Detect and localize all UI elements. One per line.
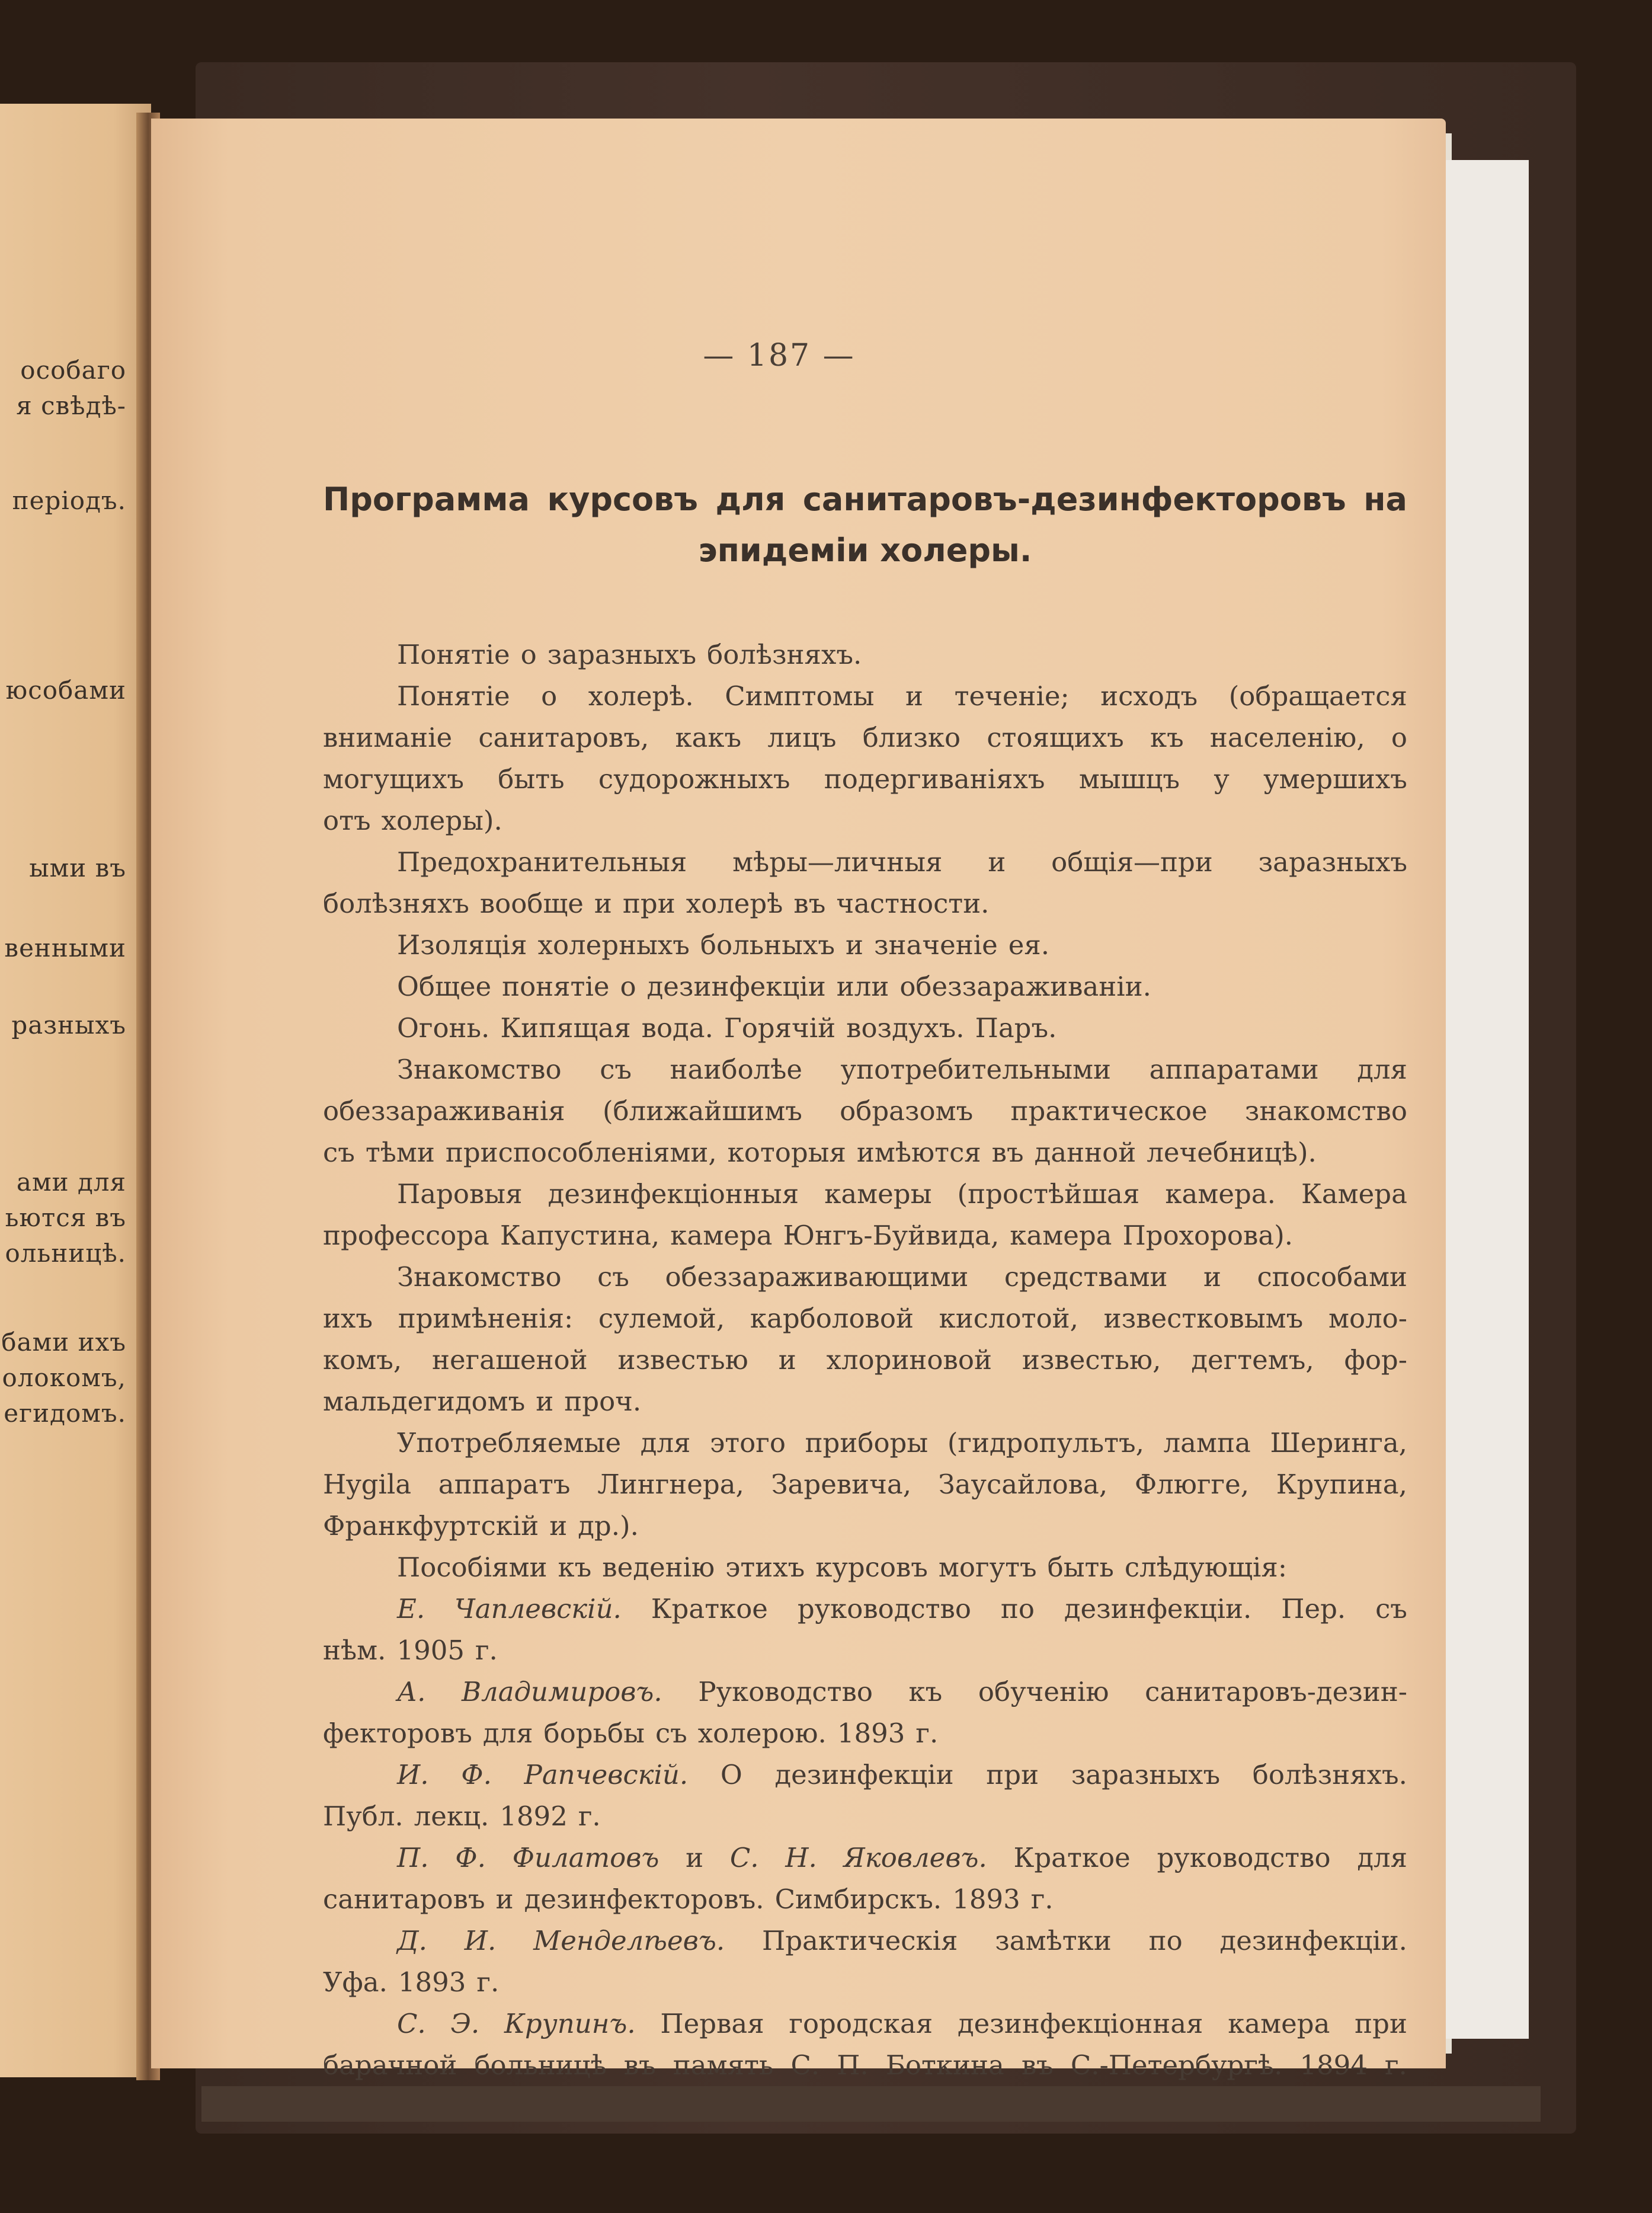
- word: профессора: [323, 1220, 489, 1251]
- word: Заусайлова,: [938, 1469, 1108, 1500]
- word: негашеной: [432, 1344, 588, 1376]
- heading-line-1: [323, 474, 1407, 525]
- word: въ: [1021, 2049, 1054, 2081]
- word: съ: [655, 1718, 687, 1749]
- text-line: [323, 676, 1407, 717]
- word: санитаровъ: [323, 1883, 485, 1915]
- author-name-word: И.: [464, 1925, 497, 1956]
- author-name-word: Рапчевскій.: [524, 1759, 689, 1790]
- left-page-line: егидомъ.: [4, 1399, 126, 1428]
- word: санитаровъ-дезин-: [1145, 1676, 1407, 1707]
- text-line: [323, 1008, 1407, 1049]
- word: у: [1214, 763, 1230, 795]
- word: могущихъ: [323, 763, 464, 795]
- word: Понятіе: [397, 639, 510, 670]
- word: отъ: [323, 805, 371, 836]
- word: Первая: [660, 2008, 764, 2039]
- word: съ: [1375, 1593, 1407, 1624]
- word: способами: [1257, 1261, 1407, 1293]
- word: въ: [991, 1137, 1024, 1168]
- word: общія—при: [1051, 846, 1213, 878]
- author-name-word: П.: [397, 1842, 429, 1873]
- word: и: [988, 846, 1006, 878]
- word: Публ.: [323, 1801, 404, 1832]
- text-line: [323, 1090, 1407, 1132]
- text-line: [323, 1588, 1407, 1630]
- word: память: [673, 2049, 774, 2081]
- word: по: [1000, 1593, 1035, 1624]
- word: стоящихъ: [987, 722, 1124, 753]
- text-line: [323, 966, 1407, 1008]
- text-line: [323, 1630, 1407, 1671]
- word: дезинфекціонная: [957, 2008, 1203, 2039]
- text-line: [323, 1256, 1407, 1298]
- word: (обращается: [1228, 680, 1407, 712]
- word: умершихъ: [1263, 763, 1407, 795]
- text-line: [323, 1796, 1407, 1837]
- word: (гидропультъ,: [947, 1427, 1144, 1459]
- word: подергиваніяхъ: [824, 763, 1045, 795]
- word: Паровыя: [397, 1178, 523, 1210]
- text-line: [323, 1837, 1407, 1879]
- text-line: [323, 1671, 1407, 1713]
- word: борьбы: [543, 1718, 645, 1749]
- word: Знакомство: [397, 1054, 562, 1085]
- word: кислотой,: [939, 1303, 1078, 1334]
- heading-word: на: [1363, 481, 1407, 518]
- word: холеры).: [381, 805, 502, 836]
- word: употребительными: [840, 1054, 1112, 1085]
- word: для: [1357, 1054, 1407, 1085]
- word: Краткое: [651, 1593, 768, 1624]
- word: и: [686, 1842, 704, 1873]
- word: ихъ: [323, 1303, 373, 1334]
- word: съ: [323, 1137, 355, 1168]
- word: г.: [1384, 2049, 1407, 2081]
- word: С.: [790, 2049, 820, 2081]
- word: (простѣйшая: [957, 1178, 1140, 1210]
- word: др.).: [578, 1510, 639, 1542]
- word: приспособленіями,: [445, 1137, 717, 1168]
- left-page-line: бами ихъ: [1, 1328, 126, 1357]
- text-line: [323, 800, 1407, 842]
- author-name-word: С.: [397, 2008, 426, 2039]
- word: Уфа.: [323, 1966, 388, 1998]
- word: понятіе: [502, 971, 610, 1002]
- word: въ: [623, 2049, 656, 2081]
- body-text: [323, 634, 1407, 2086]
- word: слѣдующія:: [1124, 1552, 1287, 1583]
- word: и: [845, 929, 863, 961]
- left-page-line: венными: [4, 933, 126, 962]
- word: барачной: [323, 2049, 457, 2081]
- word: Прохорова).: [1122, 1220, 1294, 1251]
- word: и: [536, 1386, 554, 1417]
- text-line: [323, 1422, 1407, 1464]
- word: знакомство: [1244, 1095, 1407, 1127]
- word: дезинфекціи: [646, 971, 826, 1002]
- word: обеззараживаніи.: [899, 971, 1151, 1002]
- word: фекторовъ: [323, 1718, 472, 1749]
- word: известковымъ: [1103, 1303, 1304, 1334]
- word: Капустина,: [500, 1220, 660, 1251]
- word: Руководство: [698, 1676, 873, 1707]
- word: камера: [1010, 1220, 1112, 1251]
- word: по: [1148, 1925, 1183, 1956]
- word: комъ,: [323, 1344, 402, 1376]
- word: Практическія: [761, 1925, 958, 1956]
- heading-word: Программа: [323, 481, 530, 518]
- word: при: [1355, 2008, 1407, 2039]
- word: руководство: [1157, 1842, 1331, 1873]
- author-name-word: А.: [397, 1676, 426, 1707]
- author-name-word: Менделѣевъ.: [533, 1925, 725, 1956]
- left-page-line: особаго: [20, 356, 126, 385]
- text-line: [323, 1339, 1407, 1381]
- word: средствами: [1004, 1261, 1168, 1293]
- heading-word: курсовъ: [547, 481, 698, 518]
- word: этого: [710, 1427, 786, 1459]
- word: судорожныхъ: [598, 763, 790, 795]
- word: Употребляемые: [397, 1427, 622, 1459]
- word: въ: [793, 888, 826, 919]
- word: для: [1357, 1842, 1407, 1873]
- word: Пер.: [1281, 1593, 1346, 1624]
- word: Симбирскъ.: [774, 1883, 942, 1915]
- word: дезинфекціи.: [1219, 1925, 1407, 1956]
- word: городская: [789, 2008, 933, 2039]
- word: къ: [908, 1676, 943, 1707]
- word: значеніе: [873, 929, 998, 961]
- word: известью: [617, 1344, 748, 1376]
- word: нѣм.: [323, 1635, 386, 1666]
- author-name-word: С.: [729, 1842, 759, 1873]
- word: Симптомы: [725, 680, 875, 712]
- text-line: [323, 1049, 1407, 1090]
- word: мальдегидомъ: [323, 1386, 526, 1417]
- text-line: [323, 1547, 1407, 1588]
- word: съ: [597, 1261, 629, 1293]
- word: веденію: [602, 1552, 715, 1583]
- word: какъ: [675, 722, 742, 753]
- word: которыя: [727, 1137, 846, 1168]
- word: руководство: [797, 1593, 971, 1624]
- text-line: [323, 883, 1407, 925]
- word: Hygila: [323, 1469, 412, 1500]
- text-line: [323, 1713, 1407, 1754]
- word: дезинфекціи.: [1064, 1593, 1252, 1624]
- word: или: [836, 971, 889, 1002]
- word: о: [620, 971, 636, 1002]
- word: Горячій: [723, 1012, 836, 1044]
- word: и: [1203, 1261, 1221, 1293]
- word: и: [594, 888, 612, 919]
- word: 1894: [1299, 2049, 1368, 2081]
- word: наиболѣе: [670, 1054, 803, 1085]
- word: камеры: [824, 1178, 932, 1210]
- text-line: [323, 1298, 1407, 1339]
- word: дезинфекціонныя: [548, 1178, 799, 1210]
- word: 1892: [500, 1801, 568, 1832]
- word: Франкфуртскій: [323, 1510, 539, 1542]
- word: болѣзняхъ: [323, 888, 469, 919]
- word: г.: [475, 1635, 498, 1666]
- word: камера.: [1165, 1178, 1276, 1210]
- word: известью,: [1022, 1344, 1161, 1376]
- word: холерѣ: [686, 888, 783, 919]
- word: быть: [498, 763, 565, 795]
- word: и: [495, 1883, 514, 1915]
- word: обеззараживающими: [665, 1261, 969, 1293]
- word: вообще: [479, 888, 584, 919]
- word: курсовъ: [815, 1552, 928, 1583]
- text-line: [323, 1464, 1407, 1505]
- word: лицъ: [767, 722, 837, 753]
- word: холерѣ.: [588, 680, 694, 712]
- word: Паръ.: [975, 1012, 1057, 1044]
- word: образомъ: [840, 1095, 974, 1127]
- word: заразныхъ: [547, 639, 697, 670]
- word: мѣры—личныя: [732, 846, 943, 878]
- word: о: [1391, 722, 1407, 753]
- word: Крупина,: [1276, 1469, 1407, 1500]
- left-page-line: періодъ.: [12, 486, 126, 515]
- word: хлориновой: [826, 1344, 992, 1376]
- word: быть: [1047, 1552, 1114, 1583]
- text-line: [323, 1173, 1407, 1215]
- word: аппаратами: [1149, 1054, 1319, 1085]
- word: данной: [1034, 1137, 1136, 1168]
- left-page-line: юсобами: [5, 676, 126, 705]
- text-line: [323, 1920, 1407, 1962]
- author-name-word: Крупинъ.: [504, 2008, 636, 2039]
- author-name-word: Яковлевъ.: [843, 1842, 987, 1873]
- word: населенію,: [1209, 722, 1365, 753]
- word: мышцъ: [1078, 763, 1180, 795]
- word: о: [541, 680, 558, 712]
- word: П.: [837, 2049, 869, 2081]
- word: Краткое: [1013, 1842, 1131, 1873]
- word: Флюгге,: [1134, 1469, 1250, 1500]
- word: Заревича,: [771, 1469, 912, 1500]
- word: дезинфекціи: [774, 1759, 954, 1790]
- left-page-line: разныхъ: [11, 1010, 126, 1040]
- heading-word: санитаровъ-дезинфекторовъ: [802, 481, 1346, 518]
- left-page-line: ами для: [16, 1168, 126, 1197]
- author-name-word: Ф.: [455, 1842, 486, 1873]
- word: Лингнера,: [597, 1469, 744, 1500]
- left-page-line: я свѣдѣ-: [16, 391, 126, 420]
- word: обеззараживанія: [323, 1095, 565, 1127]
- author-name-word: Филатовъ: [512, 1842, 659, 1873]
- word: сулемой,: [598, 1303, 725, 1334]
- left-page-line: олокомъ,: [2, 1363, 126, 1392]
- word: 1893: [837, 1718, 905, 1749]
- word: Предохранительныя: [397, 846, 687, 878]
- word: больныхъ: [700, 929, 835, 961]
- text-line: [323, 717, 1407, 759]
- word: больницѣ: [474, 2049, 607, 2081]
- author-name-word: И.: [397, 1759, 429, 1790]
- text-line: [323, 2003, 1407, 2045]
- section-heading: [323, 474, 1407, 576]
- word: и: [549, 1510, 568, 1542]
- word: г.: [578, 1801, 601, 1832]
- word: санитаровъ,: [478, 722, 649, 753]
- word: Шеринга,: [1270, 1427, 1407, 1459]
- left-page-line: ольницѣ.: [5, 1239, 126, 1268]
- word: ея.: [1008, 929, 1050, 961]
- word: Общее: [397, 971, 492, 1002]
- word: близко: [862, 722, 961, 753]
- word: Камера: [1301, 1178, 1407, 1210]
- word: частности.: [836, 888, 990, 919]
- word: лекц.: [414, 1801, 489, 1832]
- heading-word: для: [715, 481, 786, 518]
- text-line: [323, 759, 1407, 800]
- word: приборы: [805, 1427, 929, 1459]
- word: вниманіе: [323, 722, 453, 753]
- page-number: — 187 —: [703, 338, 856, 373]
- word: тѣми: [365, 1137, 435, 1168]
- word: Знакомство: [397, 1261, 562, 1293]
- word: заразныхъ: [1071, 1759, 1221, 1790]
- word: Понятіе: [397, 680, 510, 712]
- word: дегтемъ,: [1191, 1344, 1314, 1376]
- text-line: [323, 842, 1407, 883]
- word: этихъ: [725, 1552, 805, 1583]
- word: при: [986, 1759, 1039, 1790]
- word: г.: [1030, 1883, 1054, 1915]
- word: могутъ: [938, 1552, 1037, 1583]
- word: камера: [670, 1220, 773, 1251]
- word: исходъ: [1100, 680, 1198, 712]
- word: и: [905, 680, 924, 712]
- word: холерою.: [697, 1718, 827, 1749]
- word: 1893: [952, 1883, 1020, 1915]
- word: холерныхъ: [537, 929, 690, 961]
- word: карболовой: [750, 1303, 914, 1334]
- word: лечебницѣ).: [1147, 1137, 1317, 1168]
- word: аппаратъ: [438, 1469, 571, 1500]
- text-line: [323, 1879, 1407, 1920]
- text-line: [323, 1215, 1407, 1256]
- author-name-word: Чаплевскій.: [454, 1593, 622, 1624]
- word: къ: [558, 1552, 592, 1583]
- author-name-word: Э.: [450, 2008, 480, 2039]
- word: для: [640, 1427, 691, 1459]
- author-name-word: Ф.: [461, 1759, 492, 1790]
- word: лампа: [1163, 1427, 1251, 1459]
- text-line: [323, 634, 1407, 676]
- word: моло-: [1328, 1303, 1407, 1334]
- text-line: [323, 1381, 1407, 1422]
- word: практическое: [1010, 1095, 1208, 1127]
- text-line: [323, 1132, 1407, 1173]
- word: и: [778, 1344, 796, 1376]
- word: дезинфекторовъ.: [524, 1883, 764, 1915]
- word: г.: [915, 1718, 939, 1749]
- cover-edge: [201, 2086, 1541, 2122]
- text-line: [323, 1962, 1407, 2003]
- text-line: [323, 1505, 1407, 1547]
- word: обученію: [978, 1676, 1109, 1707]
- word: воздухъ.: [846, 1012, 965, 1044]
- word: замѣтки: [995, 1925, 1112, 1956]
- word: къ: [1150, 722, 1184, 753]
- left-page-line: ыми въ: [29, 853, 126, 882]
- word: Боткина: [885, 2049, 1004, 2081]
- word: болѣзняхъ.: [1252, 1759, 1407, 1790]
- author-name-word: Д.: [397, 1925, 427, 1956]
- word: Пособіями: [397, 1552, 548, 1583]
- word: проч.: [564, 1386, 642, 1417]
- word: С.-Петербургѣ.: [1070, 2049, 1283, 2081]
- word: 1893: [398, 1966, 466, 1998]
- word: Юнгъ-Буйвида,: [783, 1220, 1000, 1251]
- word: болѣзняхъ.: [707, 639, 862, 670]
- word: заразныхъ: [1258, 846, 1407, 878]
- word: 1905: [396, 1635, 465, 1666]
- author-name-word: Владимировъ.: [461, 1676, 662, 1707]
- word: примѣненія:: [398, 1303, 574, 1334]
- word: для: [482, 1718, 533, 1749]
- word: при: [622, 888, 675, 919]
- word: вода.: [641, 1012, 713, 1044]
- word: камера: [1228, 2008, 1330, 2039]
- word: съ: [600, 1054, 632, 1085]
- text-line: [323, 2045, 1407, 2086]
- word: Огонь.: [397, 1012, 490, 1044]
- word: имѣются: [856, 1137, 981, 1168]
- word: фор-: [1344, 1344, 1407, 1376]
- text-line: [323, 1754, 1407, 1796]
- heading-line-2: эпидеміи холеры.: [698, 532, 1032, 569]
- word: о: [520, 639, 537, 670]
- text-line: [323, 925, 1407, 966]
- left-page: [0, 104, 151, 2077]
- word: теченіе;: [954, 680, 1070, 712]
- word: Изоляція: [397, 929, 527, 961]
- left-page-line: ьются въ: [5, 1203, 126, 1232]
- word: Кипящая: [500, 1012, 631, 1044]
- word: (ближайшимъ: [602, 1095, 802, 1127]
- word: г.: [476, 1966, 500, 1998]
- right-page: [151, 119, 1446, 2081]
- author-name-word: Н.: [785, 1842, 817, 1873]
- word: О: [720, 1759, 742, 1790]
- author-name-word: Е.: [397, 1593, 425, 1624]
